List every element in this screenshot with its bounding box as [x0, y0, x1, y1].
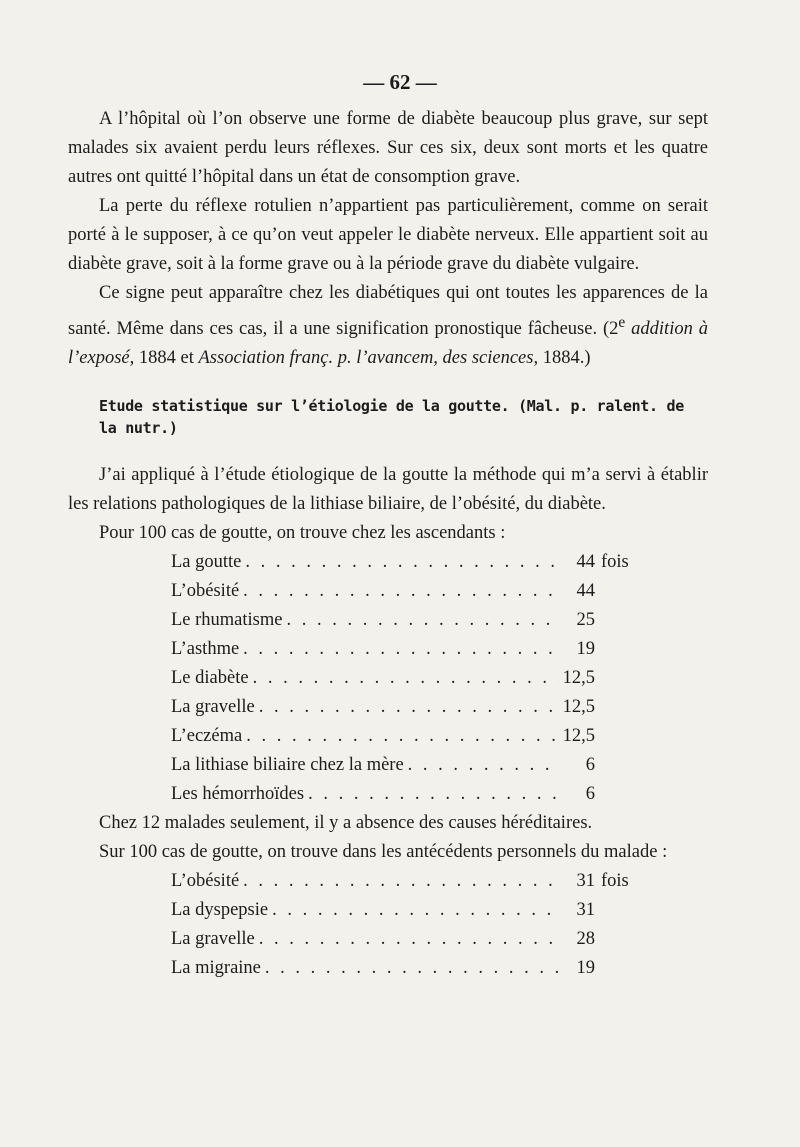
row-value: 31: [576, 871, 595, 892]
table-row: [171, 722, 641, 751]
row-unit: fois: [601, 552, 629, 573]
row-value: 31: [576, 900, 595, 921]
row-label: Le diabète: [171, 668, 249, 689]
citation-part2: Association franç. p. l’avancem, des sciences,: [198, 348, 539, 369]
row-label: Le rhumatisme: [171, 610, 283, 631]
row-value: 6: [585, 784, 595, 805]
row-label: La gravelle: [171, 929, 255, 950]
paragraph-3: [68, 279, 708, 373]
table-row: [171, 896, 641, 925]
table-personal-history: [68, 867, 708, 983]
table-row: [171, 606, 641, 635]
table-row: [171, 693, 641, 722]
row-label: L’eczéma: [171, 726, 243, 747]
row-value: 12,5: [562, 726, 595, 747]
table-row: [171, 664, 641, 693]
row-value: 6: [585, 755, 595, 776]
table-row: [171, 954, 641, 983]
citation-sup: e: [618, 314, 626, 331]
row-value: 44: [576, 581, 595, 602]
table-row: [171, 635, 641, 664]
table-row: [171, 925, 641, 954]
row-label: La gravelle: [171, 697, 255, 718]
page-number: — 62 —: [363, 70, 437, 94]
table-row: [171, 780, 641, 809]
row-label: L’obésité: [171, 871, 240, 892]
row-label: La dyspepsie: [171, 900, 269, 921]
row-value: 25: [576, 610, 595, 631]
table-row: [171, 751, 641, 780]
row-unit: fois: [601, 871, 629, 892]
row-label: Les hémorrhoïdes: [171, 784, 305, 805]
paragraph-4: J’ai appliqué à l’étude étiologique de la goutte la méthode qui m’a servi à établir les relations pathologiques de la lithiase biliaire, de l’obésité, du diabète.: [68, 465, 708, 515]
row-label: L’obésité: [171, 581, 240, 602]
row-value: 12,5: [562, 697, 595, 718]
paragraph-2: La perte du réflexe rotulien n’appartient pas particulièrement, comme on serait porté à le supposer, à ce qu’on veut appeler le diabète nerveux. Elle appartient soit au diabète grave, soit à la forme grave ou à la période grave du diabète vulgaire.: [68, 196, 708, 274]
table-row: [171, 548, 641, 577]
paragraph-6: Chez 12 malades seulement, il y a absence des causes héréditaires.: [99, 813, 593, 834]
row-value: 19: [576, 958, 595, 979]
paragraph-7: Sur 100 cas de goutte, on trouve dans les antécédents personnels du malade :: [99, 842, 668, 863]
table-row: [171, 867, 641, 896]
row-label: La migraine: [171, 958, 261, 979]
citation-close: 1884.): [538, 348, 591, 369]
row-label: L’asthme: [171, 639, 240, 660]
section-caption: Etude statistique sur l’étiologie de la goutte. (Mal. p. ralent. de la nutr.): [99, 397, 684, 438]
row-value: 28: [576, 929, 595, 950]
row-label: La goutte: [171, 552, 242, 573]
row-value: 44: [576, 552, 595, 573]
citation-mid1: 1884 et: [134, 348, 199, 369]
paragraph-3-text: Ce signe peut apparaître chez les diabétiques qui ont toutes les apparences de la santé. Même dans ces cas, il a une signification pronostique fâcheuse.: [68, 283, 708, 340]
table-ascendants: [68, 548, 708, 809]
paragraph-5: Pour 100 cas de goutte, on trouve chez les ascendants :: [99, 523, 506, 544]
citation-open: (2: [603, 319, 619, 340]
citation-part1: addition à l’exposé,: [68, 319, 708, 369]
table-row: [171, 577, 641, 606]
row-value: 12,5: [562, 668, 595, 689]
paragraph-1: A l’hôpital où l’on observe une forme de diabète beaucoup plus grave, sur sept malades six avaient perdu leurs réflexes. Sur ces six, deux sont morts et les quatre autres ont quitté l’hôpital dans un état de consomption grave.: [68, 109, 708, 187]
row-value: 19: [576, 639, 595, 660]
row-label: La lithiase biliaire chez la mère: [171, 755, 404, 776]
page-body: [68, 105, 708, 983]
